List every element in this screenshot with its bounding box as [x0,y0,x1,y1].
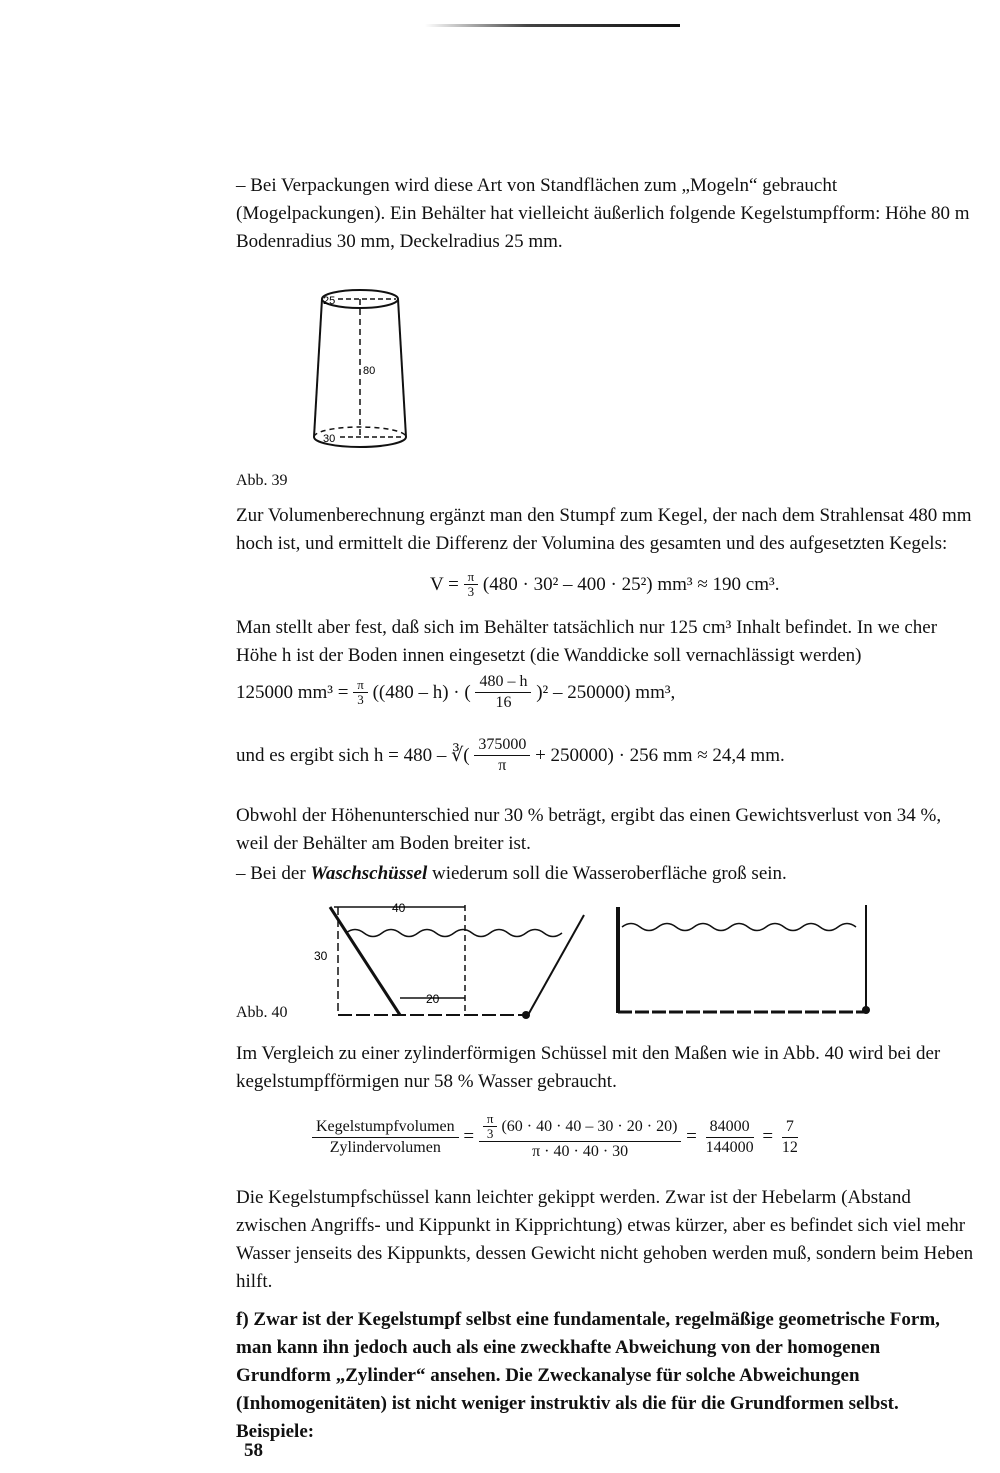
page-number: 58 [244,1440,263,1461]
waschschuessel-emphasis: Waschschüssel [310,863,428,884]
eq2-tail: )² – 250000) mm³, [536,681,676,703]
paragraph-kippen: Die Kegelstumpfschüssel kann leichter gekippt werden. Zwar ist der Hebelarm (Abstand zwischen Angriffs- und Kippunkt in Kipprichtung) etwas kürzer, aber es befindet sich viel mehr Wasser jenseits des Kippunkts, dessen Gewicht nicht gehoben werden muß, sondern beim Heben hilft. [236,1187,974,1292]
eq4-number-fraction: $\frac{84000}{144000}$ [705,1117,754,1156]
cylinder-water-surface [622,924,856,931]
eq1-body: (480 · 30² – 400 · 25²) mm³ ≈ 190 cm³. [482,573,780,595]
eq4-equals-3: = [762,1126,774,1147]
figure-40-basins [300,895,900,1030]
figure-39-frustum [300,285,430,455]
equation-125000 [236,672,675,713]
equation-h [236,735,785,776]
basin-tip-point [522,1011,530,1019]
paragraph-behaelter: Man stellt aber fest, daß sich im Behälter tatsächlich nur 125 cm³ Inhalt befindet. In we cher Höhe h ist der Boden innen eingesetzt (die Wanddicke soll vernachlässigt werden) [236,617,938,666]
eq3-tail: + 250000) · 256 mm ≈ 24,4 mm. [535,744,785,766]
paragraph-volumenberechnung: Zur Volumenberechnung ergänzt man den Stumpf zum Kegel, der nach dem Strahlensat 480 mm hoch ist, und ermittelt die Differenz der Volumina des gesamten und des aufgesetzten Kegels: [236,505,972,554]
eq4-lhs-fraction: $\frac{\text{Kegelstumpfvolumen}}{\text{Zylindervolumen}}$ [312,1117,459,1158]
basin-water-surface [346,930,562,937]
frustum-top-label: 25 [323,295,336,307]
eq1-lead: V = [430,573,459,595]
eq2-fraction: $\frac{480 - h}{16}$ [475,672,531,713]
frustum-left-side [314,299,322,437]
frustum-right-side [398,299,406,437]
eq2-pi-third: $\frac{\pi}{3}$ [353,678,368,707]
eq3-root: ∛( [451,745,470,766]
eq1-pi-third: $\frac{\pi}{3}$ [464,570,479,599]
basin-left-wall [330,907,400,1015]
paragraph-vergleich: Im Vergleich zu einer zylinderförmigen Schüssel mit den Maßen wie in Abb. 40 wird bei der kegelstumpfförmigen nur 58 % Wasser gebraucht. [236,1043,941,1092]
eq3-fraction: $\frac{375000}{\pi}$ [474,735,530,776]
equation-volume-ratio [312,1112,802,1162]
top-rule [425,24,680,27]
basin-bottom-label: 20 [426,992,440,1006]
eq2-mid: ((480 – h) · ( [372,681,471,703]
basin-width-label: 40 [392,901,406,915]
basin-depth-label: 30 [314,949,328,963]
eq3-lead: und es ergibt sich h = 480 – [236,744,447,766]
equation-volume [430,570,779,599]
eq4-result-fraction: $\frac{7}{12}$ [781,1117,798,1156]
paragraph-mogelpackung: – Bei Verpackungen wird diese Art von Standflächen zum „Mogeln“ gebraucht (Mogelpackungen). Ein Behälter hat vielleicht äußerlich folgende Kegelstumpfform: Höhe 80 m Bodenradius 30 mm, Deckelradius 25 mm. [236,175,970,252]
eq4-mid-fraction: $\frac{\pi}{3}$ (60 · 40 · 40 – 30 · 20 · 20) π · 40 · 40 · 30 [479,1112,682,1162]
figure-40-caption: Abb. 40 [236,1004,288,1021]
eq2-lhs: 125000 mm³ = [236,681,349,703]
paragraph-waschschuessel: – Bei der Waschschüssel wiederum soll die Wasseroberfläche groß sein. [236,863,787,884]
paragraph-gewichtsverlust: Obwohl der Höhenunterschied nur 30 % beträgt, ergibt das einen Gewichtsverlust von 34 %, weil der Behälter am Boden breiter ist. [236,805,942,854]
eq4-equals-1: = [463,1126,475,1147]
frustum-height-label: 80 [363,365,376,377]
paragraph-zweckanalyse: f) Zwar ist der Kegelstumpf selbst eine fundamentale, regelmäßige geometrische Form, man kann ihn jedoch auch als eine zweckhafte Abweichung von der homogenen Grundform „Zylinder“ ansehen. Die Zweckanalyse für solche Abweichungen (Inhomogenitäten) ist nicht weniger instruktiv als die für die Grundformen selbst. Beispiele: [236,1309,940,1442]
frustum-bottom-label: 30 [323,433,336,445]
eq4-equals-2: = [686,1126,697,1147]
figure-39-caption: Abb. 39 [236,472,288,489]
cylinder-tip-point [862,1006,870,1014]
